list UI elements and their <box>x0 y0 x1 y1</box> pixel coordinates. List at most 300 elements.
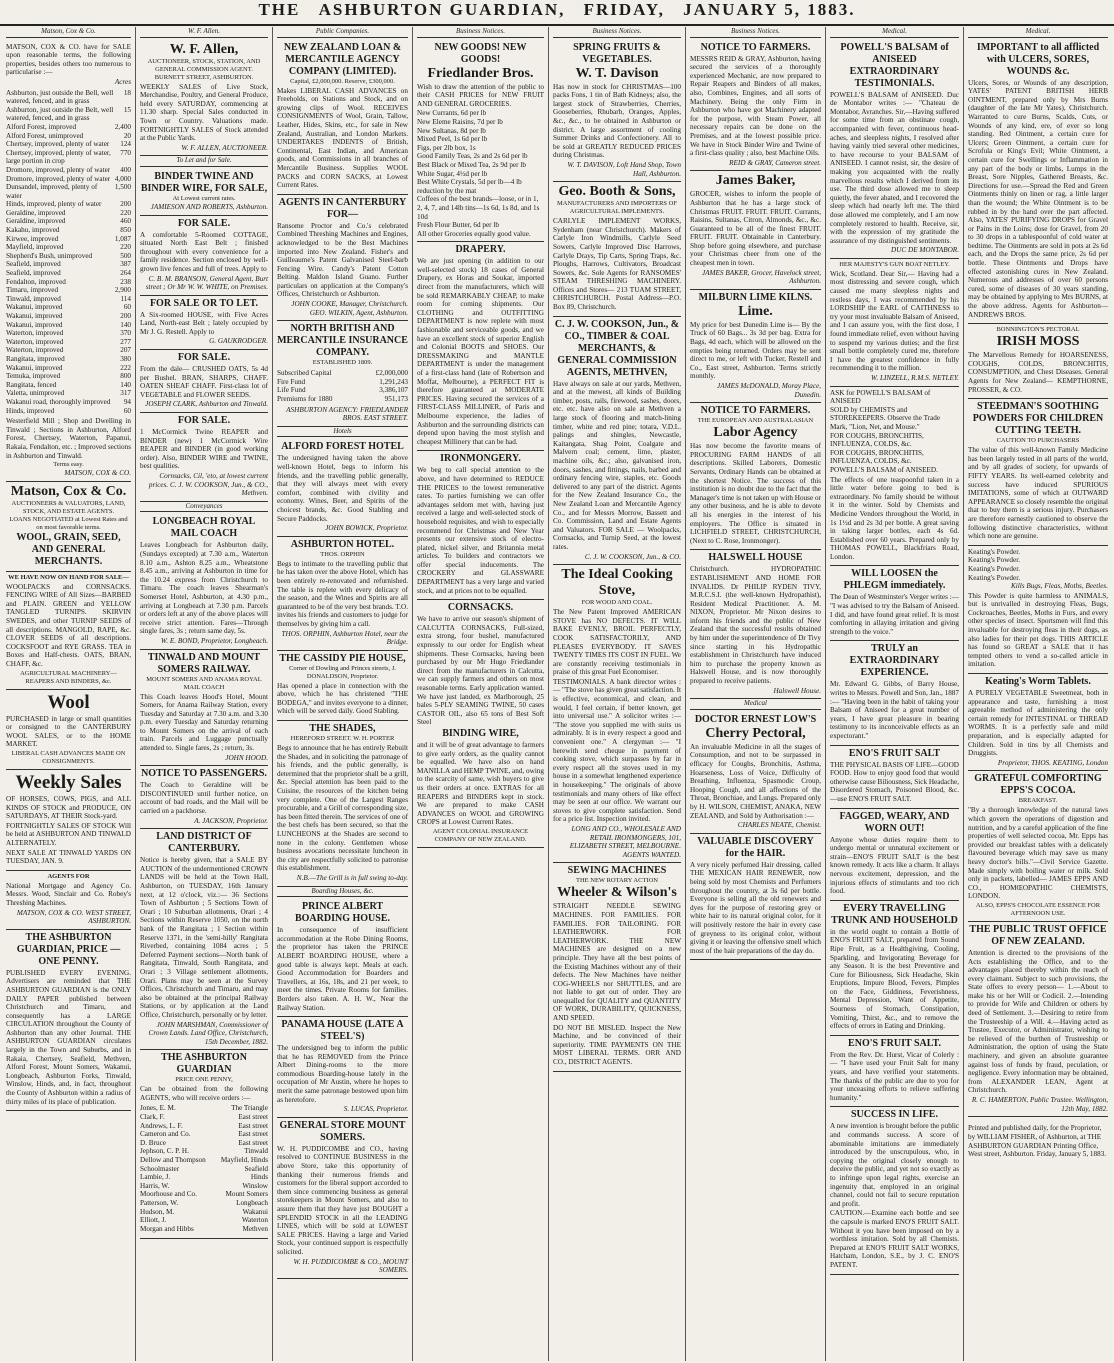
yates-ointment-ad <box>968 40 1108 325</box>
shades-body: Begs to announce that he has entirely Rebuilt the Shades, and in soliciting the patronage of his friends, and the public generally, is determined that the proprietor shall be a grill, &c. Special attention has been paid to the Cuisine, the resources of the kitchen being very complete. One of the Largest Ranges procurable, and a Grill of corresponding size, has been fitted therein. The services of one of the best chefs has been secured, so that the LUNCHEONS at the Shades are second to none in the colony. Gentlemen whose business avocations necessitate luncheon in the city are respectfully solicited to patronise this establishment. <box>277 744 408 873</box>
land-row <box>6 407 131 416</box>
friedlander-body: Wish to draw the attention of the public to their CASH PRICES for NEW FRUIT AND GENERAL GROCERIES. <box>417 82 544 108</box>
land-row-value: 800 <box>120 372 131 381</box>
onhand-body: WOOLPACKS and CORNSACKS. FENCING WIRE of All Sizes—BARBED and PLAIN. GREEN and YELLOW TANGLED TURNIPS. SKIRVIN SWEDES, and other TURNIP SEEDS of all descriptions. MANGOLD, RAPE, &c. CLOVER SEEDS of all descriptions. COCKSFOOT and RYE GRASS. TEA in Boxes and Half-chests. OATS, BRAN, CHAFF, &c. <box>6 582 131 669</box>
labor-subtitle: THE EUROPEAN AND AUSTRALASIAN <box>697 417 814 425</box>
land-row <box>6 260 131 269</box>
next-sale: NEXT SALE AT TINWALD YARDS ON TUESDAY, JAN. 9. <box>6 848 131 866</box>
agent-row <box>140 1225 268 1234</box>
land-row <box>6 389 131 398</box>
reid-gray-ad <box>690 40 821 172</box>
prince-albert-body: In consequence of insufficient accommodation at the Robe Dining Rooms, the proprietor has taken the PRINCE ALBERT BOARDING HOUSE, where a good table is always kept. Meals at each. Good Accommodation for Boarders and Travellers, at 16s, 18s, and 21 per week, to meet the times. Private Rooms for families. Borders also taken. A. H. W., Near the Railway Station. <box>277 926 408 1012</box>
agent-row-value: Tinwald <box>244 1147 268 1156</box>
agent-row <box>140 1147 268 1156</box>
agent-row-label: Moorhouse and Co. <box>140 1190 197 1199</box>
canterbury-agents-ad <box>277 195 408 322</box>
hotels-header: Hotels <box>277 427 408 438</box>
insurance-agent: AGENT COLONIAL INSURANCE COMPANY OF NEW ZEALAND. <box>432 827 529 843</box>
agent-row-label: Dellow and Thompson <box>140 1156 206 1165</box>
north-british-ad <box>277 321 408 427</box>
experience-body: Mr. Edward G. Gibbs, of Barry House, writes to Messrs. Powell and Son, Jan., 1887 :— "Having been in the habit of taking your Balsam of Aniseed for a great number of years, I have great pleasure in bearing testimony to its inconceivable effects as an expectorant." <box>830 680 959 740</box>
halswell-title: HALSWELL HOUSE <box>708 552 803 564</box>
wool-body: PURCHASED in large or small quantities or consigned to the CANTERBURY WOOL SALES, or to the HOME MARKET. <box>6 714 131 749</box>
alford-hotel-title: ALFORD FOREST HOTEL <box>281 441 404 453</box>
passengers-signature: A. JACKSON, Proprietor. <box>194 816 268 825</box>
column-7 <box>826 27 964 1361</box>
land-row-value: 20 <box>123 131 131 140</box>
allen-signature: W. F. ALLEN, AUCTIONEER. <box>181 143 268 152</box>
halswell-body: Christchurch. HYDROPATHIC ESTABLISHMENT AND HOME FOR INVALIDS. Dr PHILIP RYDEN TIVY, M.R.C.S.I. (the well-known Hydropathist), Resident Medical Practitioner. A. M. NIXON, Proprietor. Mr Nixon desires to inform his friends and the public of New Zealand that the successful results obtained by him under the superintendence of Dr Tivy since starting in his Hydropathic establishment in Christchurch have induced him to purchase the property known as Halswell House, and is now thoroughly prepared to receive patients. <box>690 565 821 686</box>
stove-title: The Ideal Cooking Stove, <box>561 567 673 599</box>
ironmongery-title: IRONMONGERY. <box>440 453 521 465</box>
fund-row-label: Premiums for 1880 <box>277 395 333 404</box>
keating-item: Keating's Powder. <box>968 556 1020 565</box>
agent-row <box>140 1130 268 1139</box>
steedman-body: The value of this well-known Family Medicine has been largely tested in all parts of the world, and by all grades of society, for upwards of FIFTY YEARS. Its well-earned celebrity and success have induced SPURIOUS IMITATIONS, some of which at OUTWARD APPEARANCE so closely resemble the original that to buy them is a serious injury. Purchasers are therefore earnestly cautioned to observe the following distinctive characteristics, without which none are genuine. <box>968 446 1108 541</box>
land-row <box>6 346 131 355</box>
land-row-label: Geraldine, improved <box>6 208 66 217</box>
land-row <box>6 166 131 175</box>
column-4 <box>413 27 549 1361</box>
ironmongery-ad <box>417 451 544 600</box>
land-row-label: Dromore, improved, plenty of water <box>6 174 111 183</box>
steedman-ad <box>968 399 1108 546</box>
powells-list-ad <box>830 387 959 567</box>
agri-machinery: AGRICULTURAL MACHINERY—REAPERS AND BINDERS, &c. <box>20 669 117 685</box>
cornsacks-body: We have to arrive our season's shipment of CALCUTTA CORNSACKS, Full-sized, extra strong, four bushel, manufactured expressly to our order for English wheat shipments. These Cornsacks, having been purchased by our Mr Hugo Friedlander direct from the manufacturers in Calcutta, we can supply farmers and others on most reasonable terms. Early application wanted. We have just landed, ex Marlborough, 25 bales 5-PLY SEAMING TWINE, 50 cases CASTOR OIL, also 65 tons of Best Soft Steel <box>417 615 544 727</box>
milburn-lime-ad <box>690 290 821 403</box>
public-trust-ad <box>968 922 1108 1117</box>
newspaper-columns <box>2 27 1112 1361</box>
panama-title: PANAMA HOUSE (LATE A STEEL'S) <box>281 1019 404 1043</box>
shades-ad <box>277 721 408 887</box>
column-3 <box>273 27 413 1361</box>
stove-signature: LONG AND CO., WHOLESALE AND RETAIL IRONMONGERS, 101, ELIZABETH STREET, MELBOURNE. AGENTS WANTED. <box>569 824 681 859</box>
eno-hurst-ad <box>830 1036 959 1108</box>
guardian-price-ad <box>6 930 131 1112</box>
land-row-value: 4,000 <box>114 174 131 183</box>
cookson-signature: C. J. W. COOKSON, Jun., & CO. <box>584 552 681 561</box>
prince-albert-title: PRINCE ALBERT BOARDING HOUSE. <box>294 901 390 925</box>
land-row <box>6 183 131 200</box>
montabor-signature: DUC DE MONTABOR. <box>891 246 959 255</box>
price-item: New Sultanas, 8d per lb <box>417 126 486 135</box>
house-let-ad <box>140 296 268 350</box>
spring-fruits-title: SPRING FRUITS & VEGETABLES. <box>573 41 661 65</box>
agent-row-value: East street <box>238 1121 268 1130</box>
drapery-ad <box>417 242 544 451</box>
halswell-house-ad <box>690 550 821 699</box>
phlegm-title: WILL LOOSEN the PHLEGM immediately. <box>843 568 946 592</box>
agent-row <box>140 1182 268 1191</box>
column-6-header: Business Notices. <box>690 27 821 38</box>
keating-list <box>968 548 1108 582</box>
terms-text: Terms easy. <box>53 461 84 469</box>
masthead-the: THE <box>258 0 301 19</box>
public-trust-signature: R. C. HAMERTON, Public Trustee. Wellington, 12th May, 1882. <box>971 1096 1108 1113</box>
column-8-header: Medical. <box>968 27 1108 38</box>
shades-signature: N.B.—The Grill is in full swing to-day. <box>296 873 408 882</box>
public-trust-title: THE PUBLIC TRUST OFFICE OF NEW ZEALAND. <box>969 923 1107 947</box>
agents-body: National Mortgage and Agency Co. Messrs. Wood, Sinclair and Co. Robey's Threshing Machines. <box>6 881 131 907</box>
pie-house-title: THE CASSIDY PIE HOUSE, <box>279 652 406 664</box>
irish-moss-ad <box>968 324 1108 399</box>
land-row <box>6 149 131 166</box>
land-row <box>6 398 131 407</box>
allen-address: BURNETT STREET, ASHBURTON. <box>154 73 254 81</box>
wool-title: Wool <box>47 691 90 713</box>
land-row <box>6 312 131 321</box>
trunk-title: EVERY TRAVELLING TRUNK AND HOUSEHOLD <box>831 902 958 926</box>
phlegm-ad <box>830 566 959 641</box>
stove-testimonials: TESTIMONIALS. A bank director writes :— "The stove has given great satisfaction. It is effective, economical, and clean, and would, I feel certain, if better known, get into universal use." A solicitor writes :— "The stove you supplied me with suits us admirably. It is in every respect a good and convenient one." A clergyman :— "I herewith send cheque in payment of cooking stove, which surpasses by far in every respect all the stoves used in my house in a somewhat lengthened experience in housekeeping." The originals of above testimonials and many others of like effect may be seen at our office. We warrant our stoves to give complete satisfaction. Send for a price list. Inspection invited. <box>553 677 681 824</box>
price-item: Good Family Teas, 2s and 2s 6d per lb <box>417 152 528 161</box>
land-row-label: Dunsandel, improved, plenty of water <box>6 183 98 200</box>
longbeach-coach-ad <box>140 514 268 649</box>
worm-body: A PURELY VEGETABLE Sweetmeat, both in appearance and taste, furnishing a most agreeable method of administering the only certain remedy for INTESTINAL or THREAD WORMS. It is a perfectly safe and mild preparation, and is especially adapted for Children. Sold in tins by all Chemists and Druggists. <box>968 689 1108 758</box>
land-district-title: LAND DISTRICT OF CANTERBURY. <box>156 831 252 855</box>
agents-signature: MATSON, COX & CO. WEST STREET, ASHBURTON. <box>16 908 131 926</box>
drapery-body: We are just opening (in addition to our well-selected stock) 18 cases of General Drapery, ex Horas and Soukar, imported direct from the manufacturers, which will be sold REMARKABLY CHEAP, to make room for coming shipments. Our CLOTHING and OUTFITTING DEPARTMENT is now replete with most fashionable and serviceable goods, and we have an excellent stock of superior English and Colonial BOOTS and SHOES. Our DRESSMAKING and MANTLE DEPARTMENT is under the management of a first-class hand (late of Robertson and Moffat, Melbourne), a PERFECT FIT is therefore guaranteed at MODERATE PRICES. Having secured the services of a FIRST-CLASS MILLINER, of Paris and Melbourne experience, the ladies of Ashburton and the surrounding districts can depend upon having the most stylish and cheapest Millinery that can be had. <box>417 257 544 446</box>
matson-loans: LOANS NEGOTIATED at Lowest Rates and on most favorable terms. <box>9 515 128 531</box>
agent-row-label: Lambie, J. <box>140 1173 171 1182</box>
passengers-notice <box>140 766 268 829</box>
land-row <box>6 209 131 218</box>
netley-signature: W. LINZELL, R.M.S. NETLEY. <box>871 374 959 382</box>
stove-body: The New Patent Improved AMERICAN STOVE has NO DEFECTS. IT WILL BAKE EVENLY, BROIL PERFECTLY, COOK SATISFACTORILY, AND PLEASES EVERYBODY. IT SAVES TWENTY TIMES ITS COST IN FUEL. We are constantly receiving testimonials in praise of this great Fuel Economiser. <box>553 608 681 677</box>
agent-row-label: Clark, F. <box>140 1113 165 1122</box>
weekly-sales-body: OF HORSES, COWS, PIGS, and ALL KINDS OF STOCK and PRODUCE, ON SATURDAYS, AT THEIR Stock-yard. <box>6 795 131 821</box>
wool-ad <box>6 690 131 770</box>
land-row-value: 94 <box>123 397 131 406</box>
price-item: All other Groceries equally good value. <box>417 229 531 238</box>
land-row-value: 387 <box>120 260 131 269</box>
price-item: New Currants, 6d per lb <box>417 109 487 118</box>
friedlander-title: Friedlander Bros. <box>427 65 534 81</box>
epps-breakfast: BREAKFAST. <box>1018 797 1058 805</box>
milburn-title: MILBURN LIME KILNS. <box>698 291 813 303</box>
fund-row <box>277 378 408 387</box>
reaper-body: 1 McCormick Twine REAPER and BINDER (new) 1 McCormick Wire REAPER and BINDER (in good working order). Also, BINDER WIRE and TWINE, best qualities. <box>140 428 268 471</box>
steedman-caution: CAUTION TO PURCHASERS <box>996 437 1080 445</box>
reid-gray-signature: REID & GRAY, Cameron street. <box>729 158 821 167</box>
montabor-letter: POWELL'S BALSAM of ANISEED. Duc de Montabor writes :— "Chateau de Montabor, Avranches. Sir,—Having suffered for some time from an obstinate cough, accompanied with fever, continuous head-aches, and sleepless nights, I resolved after having vainly tried several other medicines, to have recourse to your BALSAM of ANISEED. I cannot resist, sir, the desire of making you acquainted with the really marvellous results which I derived from its use. The third dose allowed me to sleep quietly, the fever abated, and I recovered the sleep which had nearly left me. The third dose allowed me completely, and I am now completely restored to health. Receive, sir, with the expression of my gratitude the assurance of my distinguished sentiments. <box>830 90 959 245</box>
agent-row <box>140 1104 268 1113</box>
agent-row-value: East street <box>238 1113 268 1122</box>
pie-house-ad <box>277 651 408 721</box>
general-store-title: GENERAL STORE MOUNT SOMERS. <box>279 1119 406 1143</box>
price-item: Fresh Flour Butter, 6d per lb <box>417 221 499 230</box>
land-row-label: Tinwald, improved <box>6 294 61 303</box>
price-item: Mixed Peel, 1s 6d per lb <box>417 135 488 144</box>
guardian-agents-body: Can be obtained from the following AGENTS, who will receive orders :— <box>140 1085 268 1102</box>
binding-wire-body: and it will be of great advantage to farmers to give early orders, as the quality cannot be equalled. We have also on hand MANILLA and HEMP TWINE, and, owing to the scarcity of same, wish buyers to give us their orders at once. EXTRAS for all REAPERS and BINDERS kept in stock. We are prepared to make CASH ADVANCES on WOOL and GROWING CROPS at Lowest Current Rates. <box>417 740 544 827</box>
lime-name: Lime. <box>738 303 773 319</box>
tinwald-signature: JOHN HOOD. <box>225 753 268 762</box>
james-baker-ad <box>690 171 821 290</box>
reaper-signature: Cornsacks, Cil, 'eto, at lowest current prices. C. J. W. COOKSON, Jun., & CO., Methven. <box>148 472 268 498</box>
masthead-title: ASHBURTON GUARDIAN, <box>318 0 566 19</box>
ashburton-hotel-ad <box>277 537 408 651</box>
price-item: Figs, per 2lb box, 1s <box>417 143 476 152</box>
netley-ad <box>830 259 959 387</box>
land-row-label: Kirwee, improved <box>6 234 59 243</box>
land-row-value: 500 <box>120 251 131 260</box>
westerfield-text: Westerfield Mill ; Shop and Dwelling in Tinwald ; Sections in Ashburton, Alford Forest, Chertsey, Waterton, Papanui, Rakaia, Fendalton, etc. ; Improved sections in Ashburton and Tinwald. <box>6 417 131 460</box>
agent-row-value: Longbeach <box>236 1199 268 1207</box>
binder-body: At Lowest current rates. <box>172 194 236 202</box>
land-row-label: Mayfield, improved <box>6 243 64 252</box>
land-row-label: Seafield, improved <box>6 269 61 278</box>
price-item: White Sugar, 4½d per lb <box>417 169 488 178</box>
agent-row-value: East street <box>238 1138 268 1147</box>
land-row-value: 207 <box>120 346 131 355</box>
success-life-ad <box>830 1107 959 1274</box>
land-row-label: Dromore, improved, plenty of water <box>6 165 111 174</box>
eno-body: THE PHYSICAL BASIS OF LIFE—GOOD FOOD. How to enjoy good food that would otherwise cause Biliousness, Sick Headache, Disordered Stomach, Poisoned Blood, &c.—use ENO'S FRUIT SALT. <box>830 760 959 803</box>
eno-title: ENO'S FRUIT SALT <box>848 747 941 759</box>
binder-signature: JAMIESON AND ROBERTS, Ashburton. <box>150 202 268 211</box>
pie-house-sub: Corner of Dowling and Princes streets, J. DONALDSON, Proprietor. <box>289 664 396 680</box>
fund-row-value: £2,000,000 <box>375 369 408 378</box>
fund-row-label: Subscribed Capital <box>277 369 332 378</box>
agent-row-label: Harris, W. <box>140 1181 170 1190</box>
land-row <box>6 269 131 278</box>
cookson-body: Have always on sale at our yards, Methven, and at the mewest, all kinds of Building timber, posts, rails, firewood, sashes, doors, etc. etc. have also on sale at Methven a large stock of flooring and match-lining timber, white and red pine; totara, V.D.L. palings and shingles, Newcastle, Kaitangata, Shag Point, Coalgate and Malvern coal; cement, lime, plaster, machine oils, &c.; also, galvanised iron, doors, sashes, and fittings, nails, barbed and ordinary fencing wire, staples, etc. Goods delivered to any part of the district. Agents for the New Zealand Insurance Co., the New Zealand Loan and Mercantile Agency Co., and for Messrs Morrow, Bassett and Co. Commission, Land and Estate Agents and Valuators. FOR SALE — Woolpacks, Cornsacks, and Turnip Seed, at the lowest rates. <box>553 379 681 551</box>
imprint: Printed and published daily, for the Proprietor, by WILLIAM FISHER, of Ashburton, at THE ASHBURTON GUARDIAN Printing Office, West street, Ashburton. Friday, January 5, 1883. <box>968 1124 1107 1159</box>
land-row-label: Rangitata, fenced <box>6 380 57 389</box>
shades-sub: HEREFORD STREET. W. H. PORTER <box>290 735 395 743</box>
nz-loan-title: NEW ZEALAND LOAN & MERCANTILE AGENCY COMPANY (LIMITED). <box>283 41 402 77</box>
land-row <box>6 372 131 381</box>
land-list <box>6 89 131 416</box>
weekly-sales-title: Weekly Sales <box>15 772 122 793</box>
alford-hotel-body: The undersigned having taken the above well-known Hotel, begs to inform his friends, and the travelling public generally, that they will always meet with every comfort, combined with civility and economy. Wines, Beer, and Spirits of the choicest brands, &c. Good Stabling and Secure Paddocks. <box>277 454 408 523</box>
cherry-pectoral-ad <box>690 712 821 834</box>
matson-lead: MATSON, COX & CO. have for SALE upon reasonable terms, the following properties, besides others too numerous to particularise :— <box>6 42 131 77</box>
land-row <box>6 355 131 364</box>
land-row-label: Wakanui, improved <box>6 363 63 372</box>
house-let-signature: G. GAUKRODGER. <box>209 337 268 346</box>
netley-title: HER MAJESTY'S GUN BOAT NETLEY. <box>839 260 950 268</box>
tinwald-subtitle: MOUNT SOMERS AND ANAMA ROYAL MAIL COACH <box>146 675 262 691</box>
land-row-value: 400 <box>120 165 131 174</box>
davison-signature: W. T. DAVISON, Loft Hand Shop, Town Hall, Ashburton. <box>567 160 681 178</box>
land-row <box>6 364 131 373</box>
land-row <box>6 140 131 149</box>
fund-row <box>277 386 408 395</box>
cookson-ad <box>553 317 681 565</box>
agent-row-label: Jones, E. M. <box>140 1104 176 1113</box>
stove-subtitle: FOR WOOD AND COAL. <box>581 599 653 607</box>
binding-wire-title: BINDING WIRE, <box>442 727 519 739</box>
agent-row-value: Waterton <box>241 1216 268 1225</box>
north-british-est: ESTABLISHED 1809. <box>312 359 373 367</box>
labor-agency-body: Has now become the favorite means of PROCURING FARM HANDS of all descriptions. Skilled Laborers, Domestic Servants, Ordinary Hands can be obtained at the shortest Notice. The success of this institution is no doubt due to the fact that the Manager's time is not taken up with House or any other business, and he is able to devote all his energies in the interest of his employers. The Office is situated in LICHFIELD STREET, CHRISTCHURCH, (Next to C. Rose, Ironmonger). <box>690 442 821 545</box>
agent-row-label: Morgan and Hibbs <box>140 1224 194 1233</box>
column-4-header: Business Notices. <box>417 27 544 38</box>
success-body: A new invention is brought before the public and commands success. A score of abominable imitations are immediately introduced by the unscrupulous, who, in copying the original closely enough to deceive the public, and yet not so exactly as to infringe upon legal rights, exercise an ingenuity that, employed in an original channel, could not fail to secure reputation and profit. <box>830 1122 959 1208</box>
land-row-value: 2,400 <box>114 122 131 131</box>
land-row <box>6 123 131 132</box>
longbeach-body: Leaves Longbeach for Ashburton daily, (Sundays excepted) at 7.30 a.m., Waterton 8.10 a.m., Ashton 8.25 a.m., Wheatstone 8.45 a.m., arriving at Ashburton in time for the 10.24 express from Christchurch to Timaru. The coach leaves Shearman's Somerset Hotel, Ashburton, at 4.30 p.m., arriving at Longbeach at 7.30 p.m. Parcels or orders left at any of the above places will receive strict attention. Fares—Through single fares, 3s ; return same day, 5s. <box>140 541 268 636</box>
eno-hurst-body: From the Rev. Dr. Hurst, Vicar of Colerly :— "I have used your Fruit Salt for many years, and have verified your statements. The thanks of the public are due to you for your unceasing efforts to relieve suffering humanity." <box>830 1050 959 1102</box>
booth-ad <box>553 182 681 317</box>
reaper-title: FOR SALE. <box>177 415 231 427</box>
worm-title: Keating's Worm Tablets. <box>985 676 1091 688</box>
land-row-label: Wakanui, improved <box>6 303 63 312</box>
land-row-value: 1,087 <box>114 234 131 243</box>
trunk-body: in the world ought to contain a Bottle of ENO'S FRUIT SALT, prepared from Sound Ripe Fruit, as a Healthgiving, Cooling, Sparkling, and Invigorating Beverage for any Season. It is the best Preventive and Cure for Biliousness, Sick Headache, Skin Eruptions, Impure Blood, Fevers, Pimples on the Face, Giddiness, Feverishness, Mental Depression, Want of Appetite, Sourness of Stomach, Constipation, Vomiting, Thirst, &c., and to remove the effects of errors in Eating and Drinking. <box>830 927 959 1031</box>
land-row-value: 370 <box>120 329 131 338</box>
agent-row-label: Elliott, J. <box>140 1216 167 1225</box>
binder-twine-ad <box>140 169 268 216</box>
land-row-value: 124 <box>120 140 131 149</box>
friedlander-ad <box>417 40 544 243</box>
agent-row <box>140 1113 268 1122</box>
land-row <box>6 243 131 252</box>
price-item: Best White Crystals, 5d per lb—4 lb reduction by the mat <box>417 178 522 195</box>
land-row <box>6 329 131 338</box>
land-row-label: Hinds, improved <box>6 406 55 415</box>
nz-loan-ad <box>277 40 408 195</box>
land-row-label: Waterton, improved <box>6 329 64 338</box>
sewing-machines-ad <box>553 863 681 1071</box>
success-caution: CAUTION.—Examine each bottle and see the capsule is marked ENO'S FRUIT SALT. Without it you have been imposed on by a worthless imitation. Sold by all Chemists. Prepared at ENO'S FRUIT SALT WORKS, Hatcham, London, S.E., by J. C. ENO'S PATENT. <box>830 1209 959 1269</box>
oats-body: From the dale— CRUSHED OATS, 5s 4d per Bushel. BRAN, SHARPS, CHAFF. OATEN SHEAF CHAFF. First-class lot of VEGETABLE and FLOWER SEEDS. <box>140 365 268 399</box>
land-row-value: 770 <box>120 148 131 157</box>
fund-row <box>277 395 408 404</box>
agent-row <box>140 1190 268 1199</box>
bonnington-label: BONNINGTON'S PECTORAL <box>996 326 1080 334</box>
column-6 <box>686 27 826 1361</box>
land-row-label: Timaru, improved <box>6 286 59 295</box>
fund-row-value: 1,291,243 <box>379 377 408 386</box>
land-row-label: Ashburton, just outside the Belt, well watered, fenced, and in grass <box>6 105 114 123</box>
land-row-value: 140 <box>120 320 131 329</box>
north-british-funds <box>277 369 408 403</box>
guardian-agents-sub: PRICE ONE PENNY, <box>175 1076 233 1084</box>
agent-row-label: Patterson, W. <box>140 1199 179 1207</box>
nz-loan-body: Makes LIBERAL CASH ADVANCES on Freeholds, on Stations and Stock, and on growing clips of Wool. RECEIVES CONSIGNMENTS of Wool, Grain, Tallow, Leather, Hides, Skins, etc., for sale in New Zealand, Australian, and London Markets. UNDERTAKES INDENTS of British, Continental, East Indian, and American goods, and Commissions in all branches of Mercantile Business. Supplies WOOL PACKS and CORN SACKS, at Lowest Current Rates. <box>277 86 408 190</box>
land-row-label: Hinds, improved, plenty of water <box>6 200 102 209</box>
fund-row-value: 951,173 <box>384 395 408 404</box>
matson-property-ad <box>6 40 131 482</box>
fagged-ad <box>830 809 959 901</box>
column-5 <box>549 27 686 1361</box>
testimonials-title: EXTRAORDINARY TESTIMONIALS. <box>849 65 940 89</box>
agent-row-value: Hinds <box>250 1173 268 1182</box>
allen-body: WEEKLY SALES of Live Stock, Merchandise, Poultry, and General Produce, held every SATURDAY, commencing at 11.30 sharp. Special Sales conducted in Town or Country. Valuations made. FORTNIGHTLY SALES of Stock attended at the Public Yards. <box>140 82 268 143</box>
agent-row-value: Methven <box>242 1224 268 1233</box>
steedman-title: STEEDMAN'S SOOTHING POWDERS FOR CHILDREN CUTTING TEETH. <box>972 401 1104 437</box>
experience-title: TRULY an EXTRAORDINARY EXPERIENCE. <box>849 643 940 679</box>
house-let-title: FOR SALE OR TO LET. <box>149 297 259 309</box>
column-2-header: W. F. Allen. <box>140 27 268 38</box>
oats-title: FOR SALE. <box>177 352 231 364</box>
column-3-header: Public Companies. <box>277 27 408 38</box>
passengers-body: The Coach to Geraldine will be DISCONTINUED until further notice, on account of bad roads, and the Mail will be carried on a packhorse. <box>140 781 268 816</box>
land-row <box>6 321 131 330</box>
agents-list <box>140 1104 268 1233</box>
sewing-body: STRAIGHT NEEDLE SEWING MACHINES. FOR FAMILIES. FOR FAMILIES. FOR TAILORING. FOR LEATHERWORK. FOR LEATHERWORK. THE NEW MACHINES are designed on a new principle. They have all the best points of the Existing Machines without any of their defects. The New Machines have neither COG-WHEELS nor SHUTTLES, and are not liable to get out of order. They are unequalled for QUALITY and QUANTITY OF WORK, DURABILITY, QUICKNESS, AND SPEED. <box>553 902 681 1023</box>
yates-body: Ulcers, Sores, or Wounds of any description, YATES' PATENT BRITISH HERB OINTMENT, prepared only by Mrs Burns (daughter of the late Mr Yates), Christchurch. Warranted to cure Burns, Scalds, Cuts, or Wounds of any kind, ere, of ever so long standing. Red Ointment, a certain cure for Ulcers; Green Ointment, a certain cure for Scrofula or King's Evil; White Ointment, a certain cure for Swellings or Inflammation in any part of the body or limbs, Lumps in the Breast, Sore Nipples, Gathered Breasts, &c. Directions for use.—Spread the Red and Green Ointments thinly on linen or rag, a little larger than the wound; the White Ointment is to be rubbed in by the hand over the part affected. Also, YATES' PURIFYING DROPS for Gravel or Pains in the Loins; dose for Gravel, from 20 to 30 drops in a tablespoonful of cold water at bedtime. The Ointments are sold in pots at 2s 6d each, and the Drops the same price, 2s 6d per bottle. These Ointments and Drops have effected astonishing cures in New Zealand. Numerous and addresses of over 60 persons cured, some of diseases of 30 years standing, may be obtained by applying to Mrs BURNS, at the above address. Agents for Ashburton—ANDREWS BROS. <box>968 78 1108 319</box>
land-row <box>6 338 131 347</box>
land-row-label: Fendalton, improved <box>6 277 66 286</box>
booth-body: CARLYLE IMPLEMENT WORKS, Sydenham (near Christchurch). Makers of Carlyle Iron Windmills, Carlyle Seed Sowers, Carlyle Improved Disc Harrows, Carlyle Drays, Tip Carts, Spring Traps, &c. Ploughs, Harrows, Cultivators, Broadcast Sowers, &c. Sole Agents for RANSOMES' STEAM THRESHING MACHINERY. Offices and Stores— 213 TUAM STREET, CHRISTCHURCH. Postal Address—P.O. Box 89, Christchurch. <box>553 217 681 312</box>
binder-title: BINDER TWINE AND BINDER WIRE, FOR SALE, <box>140 170 268 194</box>
agent-row-value: Mayfield, Hinds <box>220 1156 268 1165</box>
davison-body: Has now in stock for CHRISTMAS—100 packs Fons, 1 tin of Bath Kidneys; also, the largest stock of Strawberries, Cherries, Gooseberries, Rhubarb, Oranges, Apples, &c., &c., to be obtained in Ashburton or district. A large assortment of cooling Summer Drinks and Confectionery. All to be sold at GREATLY REDUCED PRICES during Christmas. <box>553 82 681 160</box>
cooking-stove-ad <box>553 565 681 863</box>
powells-item: SOLD by CHEMISTS and STOREKEEPERS. Observe the Trade Mark, "Lion, Net, and Mouse." <box>830 405 941 431</box>
agent-row-value: Wakanui <box>242 1207 268 1216</box>
grocery-price-list <box>417 109 544 238</box>
cottage-sale-ad <box>140 216 268 296</box>
land-row-label: Alford Forest, improved <box>6 122 77 131</box>
land-row <box>6 106 131 123</box>
column-8 <box>964 27 1112 1361</box>
land-row-value: 200 <box>120 312 131 320</box>
land-row-value: 18 <box>123 88 131 97</box>
fund-row-value: 3,386,107 <box>379 386 408 395</box>
agent-row <box>140 1165 268 1174</box>
powells-body: The effects of one teaspoonful taken in a little water before going to bed is extraordinary. No family should be without it in the winter. Sold by Chemists and Medicine Vendors throughout the World, in 1s 1½d and 2s 3d per bottle. A great saving in taking larger bottles, each 4s 6d. Established over 60 years. Prepared only by THOMAS POWELL, Blackfriars Road, London. <box>830 475 959 561</box>
agent-row-value: Mount Somers <box>225 1190 268 1199</box>
irish-moss-title: IRISH MOSS <box>996 334 1080 350</box>
agent-row <box>140 1173 268 1182</box>
canterbury-agents-title: AGENTS IN CANTERBURY FOR— <box>278 196 407 220</box>
land-row <box>6 132 131 141</box>
guardian-agents-title: THE ASHBURTON GUARDIAN <box>161 1052 247 1076</box>
land-row <box>6 278 131 287</box>
davison-ad <box>553 40 681 183</box>
land-row-label: Seafield, improved <box>6 260 61 269</box>
land-row <box>6 235 131 244</box>
land-row <box>6 286 131 295</box>
general-store-ad <box>277 1118 408 1279</box>
land-row-value: 220 <box>120 208 131 217</box>
land-row-value: 1,500 <box>114 183 131 192</box>
land-row-label: Chertsey, improved, plenty of water <box>6 140 110 149</box>
cherry-pectoral-title: Cherry Pectoral, <box>705 725 806 741</box>
hair-body: A very nicely perfumed Hair dressing, called THE MEXICAN HAIR RENEWER, now being sold by most Chemists and Perfumers throughout the country, at 3s 6d per bottle. Everyone is selling all the old renewers and dyes for the purpose of restoring grey or white hair to its natural original color, for it will positively restore the hair in every case of greyness to its original color, without giving it or leaving the offensive smell which most of the hair preparations of the day do. <box>690 860 821 955</box>
agent-row <box>140 1139 268 1148</box>
powells-balsam-ad <box>830 40 959 259</box>
drapery-title: DRAPERY. <box>455 244 506 256</box>
worm-tablets-ad <box>968 674 1108 771</box>
phlegm-body: The Dean of Westminster's Verger writes :— "I was advised to try the Balsam of Aniseed. I did, and have found great relief. It is most comforting in allaying irritation and giving strength to the voice." <box>830 593 959 636</box>
passengers-title: NOTICE TO PASSENGERS. <box>141 768 267 780</box>
sewing-subtitle: THE NEW ROTARY ACTION <box>576 877 658 885</box>
epps-title: GRATEFUL COMFORTING EPPS'S COCOA. <box>974 773 1102 797</box>
milburn-signature: JAMES McDONALD, Moray Place, Dunedin. <box>717 382 821 399</box>
column-1 <box>2 27 136 1361</box>
success-title: SUCCESS IN LIFE. <box>851 1109 938 1121</box>
land-row-label: Wakanui, improved <box>6 320 63 329</box>
land-row-value: 114 <box>120 294 131 303</box>
eno-hurst-title: ENO'S FRUIT SALT. <box>848 1037 941 1049</box>
canterbury-agents-signature: JOHN COOKE, Manager, Christchurch. GEO. WILKIN, Agent, Ashburton. <box>291 300 408 317</box>
land-row <box>6 175 131 184</box>
agent-row <box>140 1208 268 1217</box>
keating-body: This Powder is quite harmless to ANIMALS, but is unrivalled in destroying Fleas, Bugs, Cockroaches, Beetles, Moths in Furs, and every other species of insect. Sportsmen will find this invaluable for destroying fleas in their dogs, as also ladies for their pet dogs. THIS ARTICLE has found so GREAT a SALE that it has tempted others to vend a so-called article in imitation. <box>968 591 1108 669</box>
masthead-day: FRIDAY, <box>583 0 665 19</box>
land-row <box>6 89 131 106</box>
price-item: Coffees of the best brands—loose, or in 1, 2, 4, 7, and 14lb tins—1s 6d, 1s 8d, and 1s 10d <box>417 195 540 221</box>
matson-signature: MATSON, COX & CO. <box>64 469 131 478</box>
sewing-title: SEWING MACHINES <box>567 865 667 877</box>
